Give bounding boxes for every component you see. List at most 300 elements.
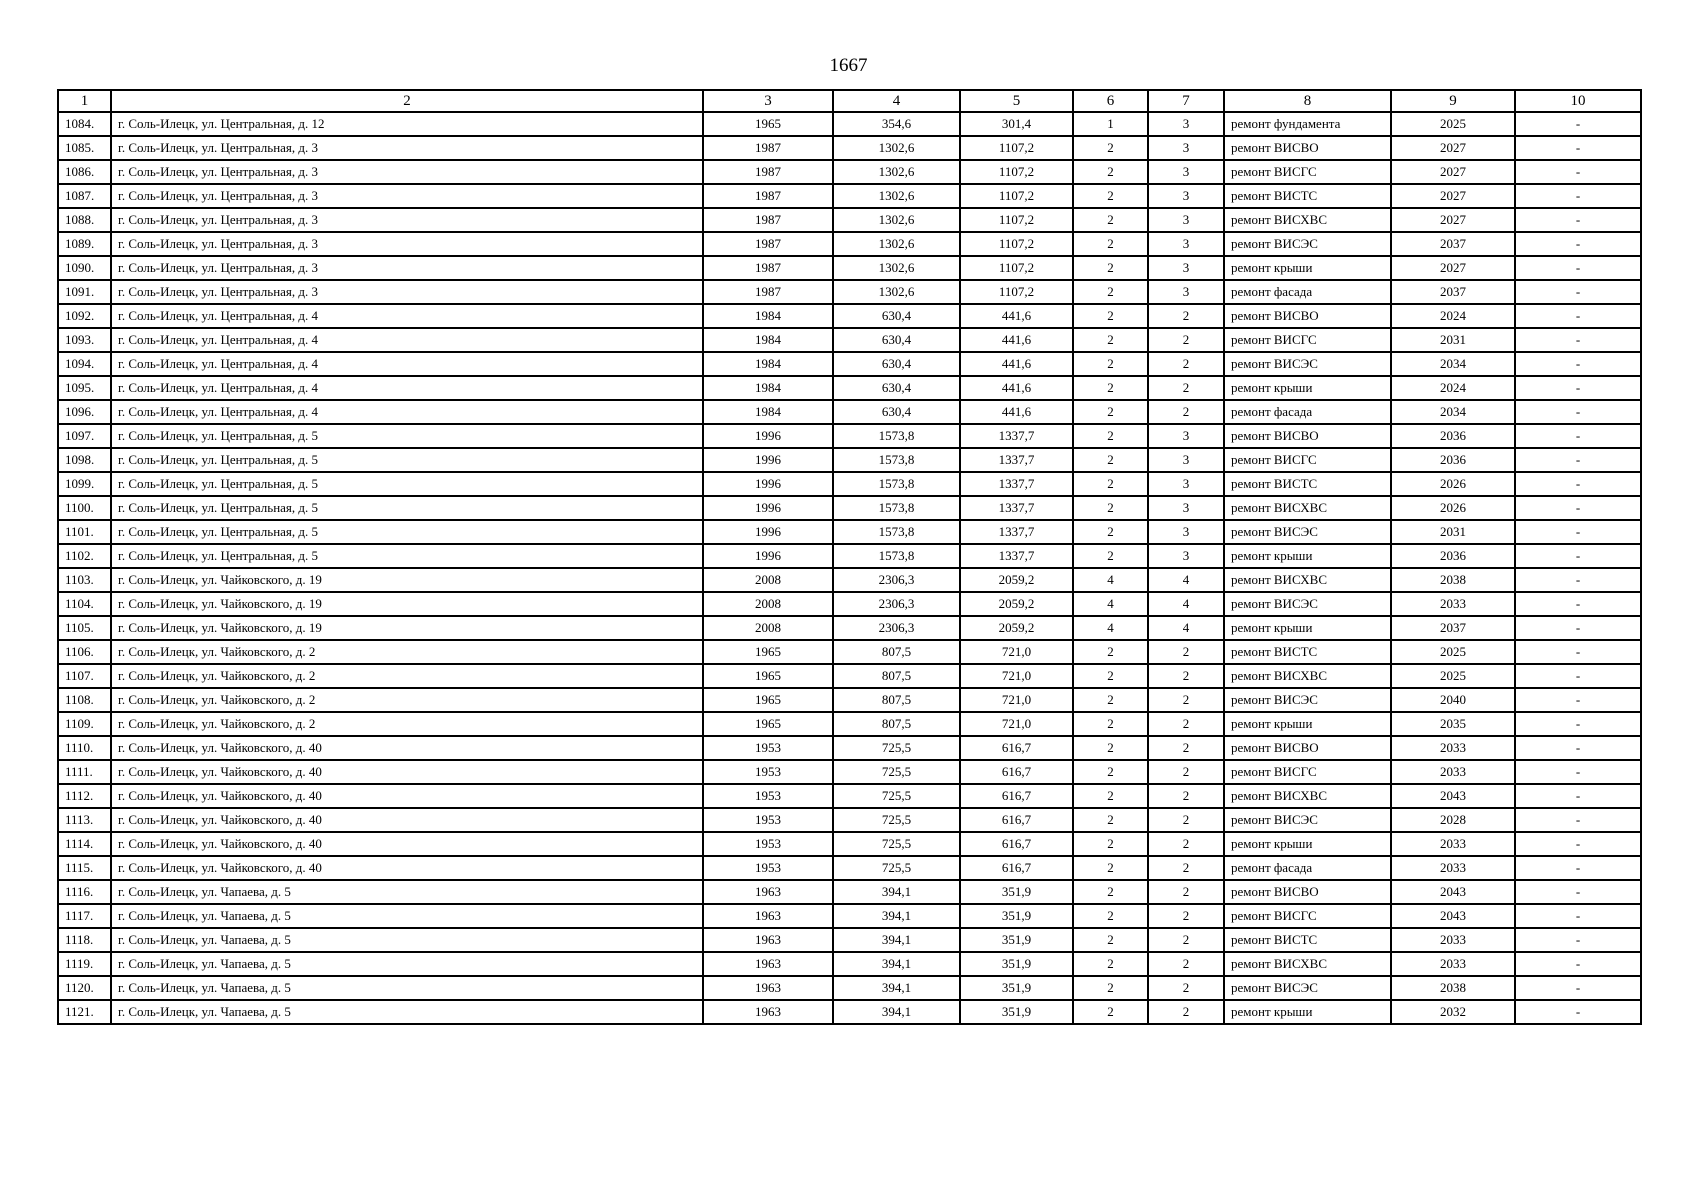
cell-address: г. Соль-Илецк, ул. Чайковского, д. 19 xyxy=(111,616,703,640)
table-row xyxy=(58,400,1641,424)
table-row xyxy=(58,856,1641,880)
cell-planned-year: 2033 xyxy=(1391,760,1515,784)
cell-row-number: 1090. xyxy=(58,256,111,280)
cell-year-built: 1965 xyxy=(703,712,833,736)
cell-planned-year: 2033 xyxy=(1391,736,1515,760)
cell-total-area: 1573,8 xyxy=(833,424,960,448)
cell-row-number: 1115. xyxy=(58,856,111,880)
cell-note: - xyxy=(1515,352,1641,376)
cell-entrances: 3 xyxy=(1148,496,1224,520)
cell-floors: 2 xyxy=(1073,640,1148,664)
cell-year-built: 2008 xyxy=(703,592,833,616)
cell-address: г. Соль-Илецк, ул. Центральная, д. 4 xyxy=(111,400,703,424)
column-header: 7 xyxy=(1148,90,1224,112)
cell-entrances: 2 xyxy=(1148,688,1224,712)
cell-planned-year: 2031 xyxy=(1391,328,1515,352)
cell-floors: 2 xyxy=(1073,712,1148,736)
column-header: 6 xyxy=(1073,90,1148,112)
cell-year-built: 1996 xyxy=(703,520,833,544)
cell-row-number: 1094. xyxy=(58,352,111,376)
cell-living-area: 351,9 xyxy=(960,880,1073,904)
cell-entrances: 3 xyxy=(1148,424,1224,448)
cell-work-type: ремонт крыши xyxy=(1224,544,1391,568)
cell-living-area: 2059,2 xyxy=(960,592,1073,616)
cell-work-type: ремонт крыши xyxy=(1224,376,1391,400)
cell-work-type: ремонт крыши xyxy=(1224,832,1391,856)
cell-planned-year: 2036 xyxy=(1391,448,1515,472)
cell-total-area: 2306,3 xyxy=(833,568,960,592)
cell-floors: 4 xyxy=(1073,616,1148,640)
cell-planned-year: 2035 xyxy=(1391,712,1515,736)
cell-entrances: 2 xyxy=(1148,640,1224,664)
cell-entrances: 2 xyxy=(1148,904,1224,928)
cell-planned-year: 2038 xyxy=(1391,976,1515,1000)
cell-work-type: ремонт ВИСТС xyxy=(1224,184,1391,208)
cell-note: - xyxy=(1515,640,1641,664)
cell-note: - xyxy=(1515,424,1641,448)
cell-floors: 2 xyxy=(1073,832,1148,856)
cell-floors: 2 xyxy=(1073,880,1148,904)
cell-total-area: 1573,8 xyxy=(833,472,960,496)
table-row xyxy=(58,520,1641,544)
cell-entrances: 4 xyxy=(1148,592,1224,616)
cell-address: г. Соль-Илецк, ул. Чапаева, д. 5 xyxy=(111,976,703,1000)
cell-living-area: 1107,2 xyxy=(960,208,1073,232)
column-header: 8 xyxy=(1224,90,1391,112)
cell-entrances: 2 xyxy=(1148,1000,1224,1024)
cell-note: - xyxy=(1515,520,1641,544)
cell-address: г. Соль-Илецк, ул. Центральная, д. 3 xyxy=(111,208,703,232)
cell-row-number: 1119. xyxy=(58,952,111,976)
cell-entrances: 3 xyxy=(1148,472,1224,496)
table-row xyxy=(58,304,1641,328)
cell-address: г. Соль-Илецк, ул. Центральная, д. 3 xyxy=(111,232,703,256)
cell-year-built: 1965 xyxy=(703,112,833,136)
cell-entrances: 2 xyxy=(1148,736,1224,760)
cell-floors: 2 xyxy=(1073,376,1148,400)
cell-work-type: ремонт ВИСХВС xyxy=(1224,952,1391,976)
table-row xyxy=(58,688,1641,712)
cell-work-type: ремонт ВИСВО xyxy=(1224,880,1391,904)
cell-floors: 4 xyxy=(1073,568,1148,592)
cell-floors: 2 xyxy=(1073,664,1148,688)
cell-work-type: ремонт ВИСХВС xyxy=(1224,784,1391,808)
cell-row-number: 1092. xyxy=(58,304,111,328)
cell-work-type: ремонт ВИСВО xyxy=(1224,304,1391,328)
cell-planned-year: 2033 xyxy=(1391,952,1515,976)
cell-entrances: 2 xyxy=(1148,712,1224,736)
cell-planned-year: 2043 xyxy=(1391,784,1515,808)
table-row xyxy=(58,448,1641,472)
cell-total-area: 725,5 xyxy=(833,832,960,856)
cell-entrances: 3 xyxy=(1148,544,1224,568)
cell-year-built: 1953 xyxy=(703,736,833,760)
cell-year-built: 1987 xyxy=(703,160,833,184)
table-row xyxy=(58,904,1641,928)
cell-row-number: 1111. xyxy=(58,760,111,784)
cell-note: - xyxy=(1515,904,1641,928)
cell-living-area: 1337,7 xyxy=(960,544,1073,568)
cell-total-area: 1573,8 xyxy=(833,496,960,520)
cell-floors: 2 xyxy=(1073,136,1148,160)
cell-note: - xyxy=(1515,736,1641,760)
cell-entrances: 2 xyxy=(1148,304,1224,328)
cell-work-type: ремонт ВИСЭС xyxy=(1224,808,1391,832)
cell-living-area: 441,6 xyxy=(960,352,1073,376)
cell-address: г. Соль-Илецк, ул. Чайковского, д. 40 xyxy=(111,832,703,856)
cell-year-built: 1996 xyxy=(703,472,833,496)
cell-address: г. Соль-Илецк, ул. Центральная, д. 3 xyxy=(111,256,703,280)
cell-total-area: 1573,8 xyxy=(833,448,960,472)
cell-living-area: 351,9 xyxy=(960,976,1073,1000)
cell-planned-year: 2037 xyxy=(1391,232,1515,256)
cell-planned-year: 2040 xyxy=(1391,688,1515,712)
cell-address: г. Соль-Илецк, ул. Чапаева, д. 5 xyxy=(111,928,703,952)
cell-year-built: 1996 xyxy=(703,496,833,520)
cell-total-area: 1302,6 xyxy=(833,136,960,160)
cell-address: г. Соль-Илецк, ул. Центральная, д. 12 xyxy=(111,112,703,136)
table-row xyxy=(58,232,1641,256)
cell-planned-year: 2043 xyxy=(1391,880,1515,904)
table-row xyxy=(58,832,1641,856)
cell-floors: 2 xyxy=(1073,352,1148,376)
cell-living-area: 441,6 xyxy=(960,304,1073,328)
table-row xyxy=(58,160,1641,184)
table-row xyxy=(58,472,1641,496)
cell-floors: 2 xyxy=(1073,808,1148,832)
cell-floors: 2 xyxy=(1073,280,1148,304)
cell-floors: 2 xyxy=(1073,184,1148,208)
cell-year-built: 1984 xyxy=(703,328,833,352)
cell-note: - xyxy=(1515,400,1641,424)
table-row xyxy=(58,760,1641,784)
cell-living-area: 721,0 xyxy=(960,664,1073,688)
cell-address: г. Соль-Илецк, ул. Центральная, д. 5 xyxy=(111,520,703,544)
cell-row-number: 1101. xyxy=(58,520,111,544)
cell-planned-year: 2028 xyxy=(1391,808,1515,832)
cell-year-built: 1963 xyxy=(703,928,833,952)
cell-total-area: 807,5 xyxy=(833,640,960,664)
cell-planned-year: 2036 xyxy=(1391,424,1515,448)
cell-row-number: 1099. xyxy=(58,472,111,496)
cell-row-number: 1087. xyxy=(58,184,111,208)
cell-total-area: 1573,8 xyxy=(833,520,960,544)
cell-planned-year: 2038 xyxy=(1391,568,1515,592)
cell-row-number: 1088. xyxy=(58,208,111,232)
table-row xyxy=(58,928,1641,952)
cell-living-area: 616,7 xyxy=(960,784,1073,808)
cell-floors: 2 xyxy=(1073,856,1148,880)
cell-living-area: 1107,2 xyxy=(960,160,1073,184)
cell-note: - xyxy=(1515,376,1641,400)
cell-row-number: 1093. xyxy=(58,328,111,352)
cell-note: - xyxy=(1515,592,1641,616)
table-row xyxy=(58,496,1641,520)
cell-year-built: 1987 xyxy=(703,256,833,280)
cell-address: г. Соль-Илецк, ул. Чайковского, д. 40 xyxy=(111,784,703,808)
cell-note: - xyxy=(1515,496,1641,520)
cell-work-type: ремонт ВИСХВС xyxy=(1224,568,1391,592)
cell-address: г. Соль-Илецк, ул. Чайковского, д. 2 xyxy=(111,664,703,688)
cell-year-built: 1953 xyxy=(703,856,833,880)
cell-year-built: 1984 xyxy=(703,376,833,400)
cell-row-number: 1089. xyxy=(58,232,111,256)
column-header: 1 xyxy=(58,90,111,112)
cell-work-type: ремонт ВИСХВС xyxy=(1224,208,1391,232)
cell-row-number: 1105. xyxy=(58,616,111,640)
cell-note: - xyxy=(1515,328,1641,352)
cell-total-area: 394,1 xyxy=(833,1000,960,1024)
cell-floors: 2 xyxy=(1073,160,1148,184)
cell-planned-year: 2037 xyxy=(1391,616,1515,640)
cell-entrances: 2 xyxy=(1148,856,1224,880)
cell-work-type: ремонт крыши xyxy=(1224,712,1391,736)
cell-floors: 2 xyxy=(1073,256,1148,280)
cell-living-area: 441,6 xyxy=(960,400,1073,424)
cell-total-area: 807,5 xyxy=(833,712,960,736)
cell-work-type: ремонт ВИСЭС xyxy=(1224,352,1391,376)
table-row xyxy=(58,1000,1641,1024)
cell-planned-year: 2033 xyxy=(1391,928,1515,952)
cell-planned-year: 2026 xyxy=(1391,472,1515,496)
cell-note: - xyxy=(1515,1000,1641,1024)
cell-entrances: 2 xyxy=(1148,352,1224,376)
cell-address: г. Соль-Илецк, ул. Центральная, д. 3 xyxy=(111,184,703,208)
cell-floors: 2 xyxy=(1073,328,1148,352)
data-table xyxy=(57,89,1642,1025)
cell-entrances: 3 xyxy=(1148,232,1224,256)
cell-living-area: 1107,2 xyxy=(960,184,1073,208)
cell-entrances: 2 xyxy=(1148,808,1224,832)
cell-entrances: 2 xyxy=(1148,376,1224,400)
cell-floors: 2 xyxy=(1073,208,1148,232)
cell-floors: 2 xyxy=(1073,496,1148,520)
table-row xyxy=(58,712,1641,736)
cell-row-number: 1085. xyxy=(58,136,111,160)
cell-living-area: 616,7 xyxy=(960,808,1073,832)
cell-entrances: 3 xyxy=(1148,136,1224,160)
cell-planned-year: 2026 xyxy=(1391,496,1515,520)
table-row xyxy=(58,208,1641,232)
cell-address: г. Соль-Илецк, ул. Центральная, д. 3 xyxy=(111,136,703,160)
cell-total-area: 394,1 xyxy=(833,880,960,904)
table-row xyxy=(58,952,1641,976)
cell-note: - xyxy=(1515,544,1641,568)
cell-work-type: ремонт крыши xyxy=(1224,256,1391,280)
cell-note: - xyxy=(1515,136,1641,160)
table-row xyxy=(58,568,1641,592)
cell-note: - xyxy=(1515,160,1641,184)
cell-address: г. Соль-Илецк, ул. Чайковского, д. 40 xyxy=(111,760,703,784)
cell-year-built: 1987 xyxy=(703,232,833,256)
column-header: 10 xyxy=(1515,90,1641,112)
cell-address: г. Соль-Илецк, ул. Чапаева, д. 5 xyxy=(111,904,703,928)
cell-row-number: 1114. xyxy=(58,832,111,856)
cell-planned-year: 2036 xyxy=(1391,544,1515,568)
cell-work-type: ремонт ВИСЭС xyxy=(1224,688,1391,712)
cell-planned-year: 2025 xyxy=(1391,664,1515,688)
cell-note: - xyxy=(1515,184,1641,208)
cell-entrances: 3 xyxy=(1148,112,1224,136)
cell-year-built: 1996 xyxy=(703,424,833,448)
cell-living-area: 721,0 xyxy=(960,712,1073,736)
cell-note: - xyxy=(1515,808,1641,832)
cell-entrances: 2 xyxy=(1148,832,1224,856)
cell-address: г. Соль-Илецк, ул. Чайковского, д. 40 xyxy=(111,808,703,832)
column-header: 9 xyxy=(1391,90,1515,112)
cell-planned-year: 2027 xyxy=(1391,208,1515,232)
cell-entrances: 3 xyxy=(1148,280,1224,304)
cell-work-type: ремонт ВИСГС xyxy=(1224,904,1391,928)
table-row xyxy=(58,352,1641,376)
table-row xyxy=(58,784,1641,808)
cell-year-built: 1963 xyxy=(703,952,833,976)
cell-work-type: ремонт фасада xyxy=(1224,400,1391,424)
cell-living-area: 1107,2 xyxy=(960,232,1073,256)
cell-planned-year: 2027 xyxy=(1391,256,1515,280)
table-row xyxy=(58,640,1641,664)
table-row xyxy=(58,664,1641,688)
table-row xyxy=(58,424,1641,448)
cell-entrances: 3 xyxy=(1148,256,1224,280)
cell-note: - xyxy=(1515,256,1641,280)
cell-entrances: 3 xyxy=(1148,520,1224,544)
cell-living-area: 1107,2 xyxy=(960,136,1073,160)
cell-planned-year: 2037 xyxy=(1391,280,1515,304)
cell-address: г. Соль-Илецк, ул. Чайковского, д. 19 xyxy=(111,592,703,616)
cell-entrances: 4 xyxy=(1148,568,1224,592)
cell-note: - xyxy=(1515,688,1641,712)
table-row xyxy=(58,736,1641,760)
cell-planned-year: 2033 xyxy=(1391,592,1515,616)
cell-note: - xyxy=(1515,760,1641,784)
table-row xyxy=(58,184,1641,208)
cell-note: - xyxy=(1515,712,1641,736)
cell-entrances: 2 xyxy=(1148,784,1224,808)
cell-total-area: 2306,3 xyxy=(833,616,960,640)
cell-note: - xyxy=(1515,928,1641,952)
header-row xyxy=(58,90,1641,112)
cell-living-area: 721,0 xyxy=(960,640,1073,664)
cell-note: - xyxy=(1515,976,1641,1000)
cell-row-number: 1113. xyxy=(58,808,111,832)
cell-total-area: 725,5 xyxy=(833,856,960,880)
cell-row-number: 1109. xyxy=(58,712,111,736)
cell-entrances: 2 xyxy=(1148,928,1224,952)
cell-note: - xyxy=(1515,784,1641,808)
cell-entrances: 3 xyxy=(1148,160,1224,184)
cell-work-type: ремонт ВИСВО xyxy=(1224,136,1391,160)
cell-note: - xyxy=(1515,232,1641,256)
cell-note: - xyxy=(1515,304,1641,328)
cell-note: - xyxy=(1515,952,1641,976)
cell-floors: 2 xyxy=(1073,472,1148,496)
cell-year-built: 1987 xyxy=(703,184,833,208)
cell-row-number: 1106. xyxy=(58,640,111,664)
table-row xyxy=(58,976,1641,1000)
cell-living-area: 616,7 xyxy=(960,832,1073,856)
cell-planned-year: 2024 xyxy=(1391,376,1515,400)
cell-floors: 2 xyxy=(1073,232,1148,256)
cell-note: - xyxy=(1515,208,1641,232)
cell-work-type: ремонт крыши xyxy=(1224,1000,1391,1024)
cell-floors: 2 xyxy=(1073,904,1148,928)
cell-total-area: 394,1 xyxy=(833,928,960,952)
cell-total-area: 725,5 xyxy=(833,760,960,784)
cell-living-area: 1337,7 xyxy=(960,496,1073,520)
cell-note: - xyxy=(1515,472,1641,496)
cell-year-built: 1965 xyxy=(703,664,833,688)
cell-address: г. Соль-Илецк, ул. Чайковского, д. 2 xyxy=(111,688,703,712)
cell-row-number: 1097. xyxy=(58,424,111,448)
cell-address: г. Соль-Илецк, ул. Центральная, д. 5 xyxy=(111,424,703,448)
cell-floors: 2 xyxy=(1073,736,1148,760)
cell-row-number: 1086. xyxy=(58,160,111,184)
cell-floors: 2 xyxy=(1073,544,1148,568)
cell-note: - xyxy=(1515,568,1641,592)
cell-total-area: 1573,8 xyxy=(833,544,960,568)
cell-year-built: 1953 xyxy=(703,808,833,832)
column-header: 4 xyxy=(833,90,960,112)
cell-address: г. Соль-Илецк, ул. Чапаева, д. 5 xyxy=(111,880,703,904)
column-header: 5 xyxy=(960,90,1073,112)
cell-row-number: 1121. xyxy=(58,1000,111,1024)
cell-note: - xyxy=(1515,856,1641,880)
cell-living-area: 351,9 xyxy=(960,952,1073,976)
cell-entrances: 2 xyxy=(1148,952,1224,976)
column-header: 3 xyxy=(703,90,833,112)
cell-total-area: 1302,6 xyxy=(833,208,960,232)
cell-row-number: 1112. xyxy=(58,784,111,808)
cell-entrances: 3 xyxy=(1148,448,1224,472)
cell-floors: 2 xyxy=(1073,448,1148,472)
column-header: 2 xyxy=(111,90,703,112)
cell-address: г. Соль-Илецк, ул. Чайковского, д. 19 xyxy=(111,568,703,592)
cell-note: - xyxy=(1515,880,1641,904)
cell-total-area: 807,5 xyxy=(833,688,960,712)
cell-floors: 2 xyxy=(1073,1000,1148,1024)
cell-living-area: 441,6 xyxy=(960,376,1073,400)
cell-entrances: 2 xyxy=(1148,664,1224,688)
table-row xyxy=(58,112,1641,136)
cell-work-type: ремонт ВИСХВС xyxy=(1224,664,1391,688)
cell-work-type: ремонт фундамента xyxy=(1224,112,1391,136)
cell-year-built: 1996 xyxy=(703,544,833,568)
cell-note: - xyxy=(1515,664,1641,688)
cell-planned-year: 2025 xyxy=(1391,112,1515,136)
cell-total-area: 630,4 xyxy=(833,352,960,376)
cell-floors: 2 xyxy=(1073,304,1148,328)
cell-year-built: 1953 xyxy=(703,760,833,784)
cell-planned-year: 2027 xyxy=(1391,184,1515,208)
cell-address: г. Соль-Илецк, ул. Чайковского, д. 40 xyxy=(111,856,703,880)
cell-year-built: 1953 xyxy=(703,784,833,808)
cell-address: г. Соль-Илецк, ул. Центральная, д. 4 xyxy=(111,376,703,400)
cell-total-area: 2306,3 xyxy=(833,592,960,616)
cell-entrances: 3 xyxy=(1148,184,1224,208)
cell-total-area: 1302,6 xyxy=(833,232,960,256)
cell-year-built: 1965 xyxy=(703,688,833,712)
table-row xyxy=(58,808,1641,832)
cell-living-area: 616,7 xyxy=(960,856,1073,880)
cell-work-type: ремонт ВИСЭС xyxy=(1224,232,1391,256)
cell-work-type: ремонт фасада xyxy=(1224,280,1391,304)
cell-living-area: 2059,2 xyxy=(960,568,1073,592)
cell-living-area: 1107,2 xyxy=(960,280,1073,304)
table-row xyxy=(58,376,1641,400)
cell-year-built: 2008 xyxy=(703,568,833,592)
cell-note: - xyxy=(1515,448,1641,472)
